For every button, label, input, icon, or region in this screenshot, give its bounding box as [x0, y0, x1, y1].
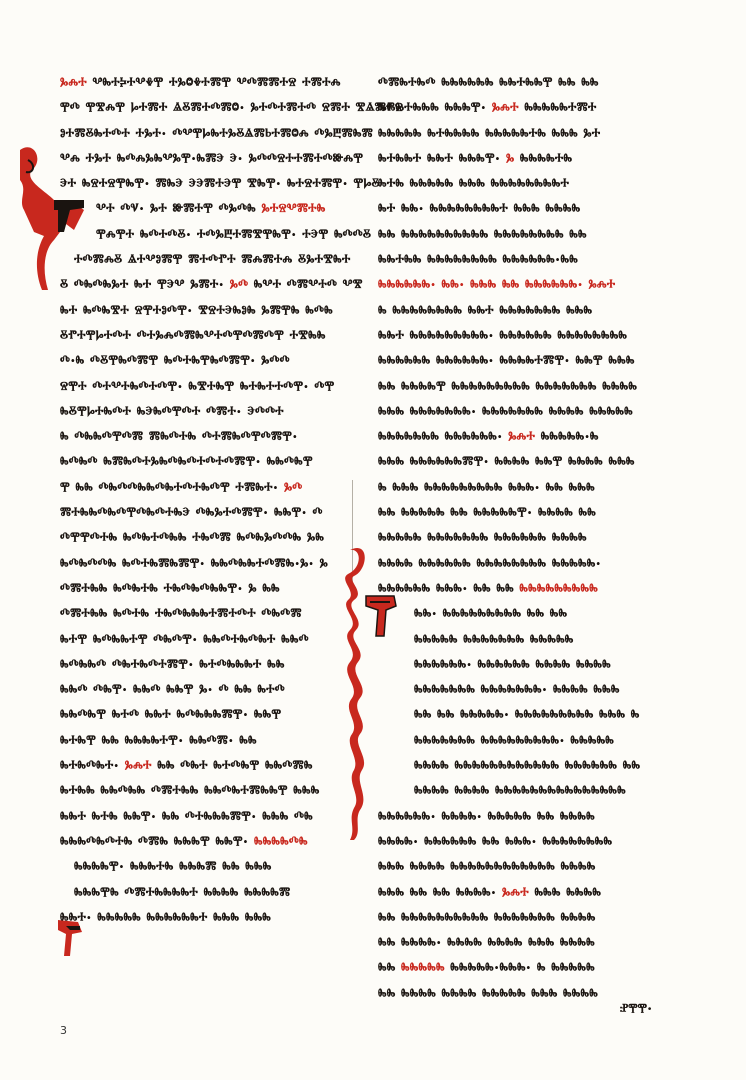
text-line: ⰸⰰⰸⰴⰸⰰ· ⰳⰾⰰ ⰸⰸ ⰴⰸⰰ ⰸⰰⰴⰸⰹ ⰸⰸⰴⰿⰸ — [60, 756, 313, 776]
text-line: ⰸⰸⰸⰹⰸ ⰴⰿⰰⰸⰸⰸⰸⰰ ⰸⰸⰸⰸ ⰸⰸⰸⰸⰿ — [74, 882, 291, 902]
rubric-text: ⰸⰸⰸⰸⰸ — [401, 958, 445, 978]
text-line: ⰸ ⰸⰸⰸ ⰸⰸⰸⰸⰸⰸⰸⰸⰸ ⰸⰸⰸ· ⰸⰸ ⰸⰸⰸ — [378, 477, 595, 497]
rubric-text: ⰳⰾⰰ — [501, 882, 529, 902]
text-line: ⰸⰰⰸⰸⰰ ⰸⰸⰰ ⰸⰸⰸⰹ· ⰳ ⰸⰸⰸⰸⰰⰸ — [378, 148, 573, 168]
text-line: ⰸⰸⰸⰸ ⰸⰸⰸⰸⰸⰸ ⰸⰸⰸⰸⰸⰸⰸⰸ ⰸⰸⰸⰸⰸ· — [378, 553, 602, 573]
text-line: ⰵⰰ ⰸⱄⰰⱄⰹⰸⰹ· ⰿⰸⰵ ⰵⰵⰿⰰⰵⰹ ⰺⰸⰹ· ⰸⰰⱄⰰⰿⰹ· ⰹⱈⰻ — [60, 174, 380, 194]
text-line: ⰸⰰ ⰸⰴⰸⰺⰰ ⱄⰹⰰⱁⰴⰹ· ⰺⱄⰰⰵⰸⱁⰸ ⰳⰿⰹⰸ ⰸⰴⰸ — [60, 300, 333, 320]
text-line: ⰸⰸ ⰸⰸⰸⰸ ⰸⰸⰸⰸ ⰸⰸⰸⰸⰸ ⰸⰸⰸ ⰸⰸⰸⰸ — [378, 983, 598, 1003]
text-line: ⰸⰸⰴ ⰴⰸⰹ· ⰸⰸⰴ ⰸⰸⰹ ⰳ· ⰴ ⰸⰸ ⰸⰰⰴ — [60, 680, 285, 700]
rubric-text: ⰳⰰⱄⰲⰿⰰⰸ — [261, 199, 326, 219]
page-number: 3 — [60, 1024, 67, 1037]
text-line: ⰸⰸⰴⰸⰹ ⰸⰰⰴ ⰸⰸⰰ ⰸⰴⰸⰸⰸⰿⰹ· ⰸⰸⰹ — [60, 705, 282, 725]
right-text-column — [378, 70, 658, 1006]
text-line: ⰸⰸⰸⰸⰸ ⰸⰸⰸⰸⰸⰸⰸ ⰸⰸⰸⰸⰸⰸ ⰸⰸⰸⰸ — [378, 528, 587, 548]
rubric-text: ⰸⰸⰸⰸⰴⰸ — [253, 831, 308, 851]
text-line: ⰸⰸⰸⰸⰸⰸ ⰸⰸⰸⰸⰸⰸ· ⰸⰸⰸⰸⰰⰿⰹ· ⰸⰸⰹ ⰸⰸⰸ — [378, 351, 635, 371]
text-line: ⰸⰸⰸⰸ ⰸⰸⰸⰸⰸⰸⰸⰸⰸⰸⰸⰸ ⰸⰸⰸⰸⰸⰸ ⰸⰸ — [414, 756, 641, 776]
text-line: ⰸⰸⰸⰸⰸⰸ· ⰸⰸⰸⰸ· ⰸⰸⰸⰸⰸ ⰸⰸ ⰸⰸⰸⰸ — [378, 806, 595, 826]
text-line: ⰴⰿⰸⰰⰸⰴ ⰸⰸⰸⰸⰸⰸ ⰸⰸⰰⰸⰸⰹ ⰸⰸ ⰸⰸ — [378, 73, 599, 92]
text-line: ⰸⰸ ⰸⰸⰸⰸⰸ ⰸⰸⰸⰸⰸ·ⰸⰸⰸ· ⰸ ⰸⰸⰸⰸⰸ — [378, 958, 595, 978]
rubric-text: ⰸⰸⰸⰸⰸⰸⰸⰸⰸ — [519, 578, 598, 598]
folio-mark: ⱀⰹⰹ· — [620, 1000, 653, 1018]
text-line: ⰸⰸⰸⰸ· ⰸⰸⰸⰸⰸⰸ ⰸⰸ ⰸⰸⰸ· ⰸⰸⰸⰸⰸⰸⰸⰸ — [378, 831, 613, 851]
text-line: ⰴⰹⰹⰴⰰⰸ ⰸⰴⰸⰰⰴⰸⰸ ⰰⰸⰴⰿ ⰸⰴⰸⰳⰴⰴⰸ ⰳⰸ — [60, 528, 325, 548]
text-line: ⱁⰰⰿⰻⰸⰰⰴⰰ ⰰⰳⰰ· ⰴⰲⰹⱈⰸⰰⰳⰻⱑⰿⱃⰰⰿⱉⰾ ⰴⰳⰱⰿⰸⰿ — [60, 123, 373, 143]
text-line: ⰹ ⰸⰸ ⰴⰸⰴⰴⰸⰸⰴⰸⰰⰴⰰⰸⰴⰹ ⰰⰿⰸⰰ· ⰳⰴ — [60, 477, 303, 497]
text-line: ⰸⰸⰸⰸⰹ· ⰸⰸⰸⰰⰸ ⰸⰸⰸⰿ ⰸⰸ ⰸⰸⰸ — [74, 857, 272, 877]
text-line: ⰸⰸ ⰸⰸⰸⰸ· ⰸⰸⰸⰸ ⰸⰸⰸⰸ ⰸⰸⰸ ⰸⰸⰸⰸ — [378, 933, 595, 953]
text-line: ⰳⰾⰰ ⰲⰸⰰⰽⰰⰲⰷⰹ ⰰⰳⱉⰷⰰⰿⰹ ⰲⰴⰿⰿⰰⱄ ⰰⰿⰰⰾ — [60, 73, 341, 92]
text-line: ⰸⰸⰰ· ⰸⰸⰸⰸⰸ ⰸⰸⰸⰸⰸⰸⰰ ⰸⰸⰸ ⰸⰸⰸ — [60, 907, 272, 927]
text-line: ⰸⰸ ⰸⰸⰸⰸⰸⰸⰸⰸⰸⰸ ⰸⰸⰸⰸⰸⰸⰸⰸ ⰸⰸ — [378, 224, 587, 244]
text-line: ⰸⰸⰰⰸⰸ ⰸⰸⰸⰸⰸⰸⰸⰸ ⰸⰸⰸⰸⰸⰸ·ⰸⰸ — [378, 250, 578, 270]
text-line: ⰸ ⰸⰸⰸⰸⰸⰸⰸⰸ ⰸⰸⰰ ⰸⰸⰸⰸⰸⰸⰸ ⰸⰸⰸ — [378, 300, 593, 320]
text-line: ⰸⰰⰸ ⰸⰸⰸⰸⰸ ⰸⰸⰸ ⰸⰸⰸⰸⰸⰸⰸⰸⰰ — [378, 174, 570, 194]
text-line: ⰻ ⰴⰸⰴⰸⰳⰰ ⰸⰰ ⰹⰵⰲ ⰳⰿⰰ· ⰳⰴ ⰸⰲⰰ ⰴⰿⰲⰰⰴ ⰲⰺ — [60, 275, 363, 295]
text-line: ⰸⰰⰹ ⰸⰴⰸⰸⰰⰹ ⰴⰸⰴⰹ· ⰸⰸⰴⰰⰸⰴⰸⰰ ⰸⰸⰴ — [60, 629, 309, 649]
text-line: ⰸⰸⰸ ⰸⰸⰸⰸ ⰸⰸⰸⰸⰸⰸⰸⰸⰸⰸⰸⰸ ⰸⰸⰸⰸ — [378, 857, 596, 877]
rubric-text: ⰳⰾⰰ — [124, 756, 152, 776]
text-line: ⱄⰹⰰ ⰴⰰⰲⰰⰸⰴⰰⰴⰹ· ⰸⰺⰰⰸⰹ ⰸⰰⰸⰰⰰⰴⰹ· ⰴⰹ — [60, 376, 335, 396]
text-line: ⰴⰿⰰⰸⰸ ⰸⰴⰸⰰⰸ ⰰⰸⰴⰸⰴⰸⰸⰹ· ⰳ ⰸⰸ — [60, 578, 280, 598]
text-line: ⰹⰴ ⰹⰺⰾⰹ ⱈⰰⰿⰰ ⱑⰻⰿⰰⰴⰿⱉ· ⰳⰰⰴⰰⰿⰰⰴ ⱄⰿⰰ ⰺⱑⰿⱂⱄ — [60, 98, 404, 118]
text-line: ⰸⰰⰸⰸ ⰸⰸⰴⰸⰸ ⰴⰿⰰⰸⰸ ⰸⰸⰴⰸⰰⰿⰸⰸⰹ ⰸⰸⰸ — [60, 781, 320, 801]
text-line: ⰸⰸⰸⰰⰸⰸⰸ ⰸⰸⰸⰹ· ⰳⰾⰰ ⰸⰸⰸⰸⰸⰰⰿⰰ — [378, 98, 597, 118]
text-line: ⰸⰸⰸⰸⰸⰸⰸ ⰸⰸⰸⰸⰸⰸ· ⰳⰾⰰ ⰸⰸⰸⰸⰸ·ⰸ — [378, 427, 599, 447]
text-line: ⰸⰸⰸⰴⰸⰴⰰⰸ ⰴⰿⰸ ⰸⰸⰸⰹ ⰸⰸⰹ· ⰸⰸⰸⰸⰴⰸ — [60, 831, 308, 851]
text-line: ⰸⰸⰸ ⰸⰸⰸⰸⰸⰸⰸ· ⰸⰸⰸⰸⰸⰸⰸ ⰸⰸⰸⰸ ⰸⰸⰸⰸⰸ — [378, 401, 633, 421]
text-line: ⰸⰴⰸⰴⰴⰸ ⰸⰴⰰⰸⰿⰸⰿⰹ· ⰸⰸⰴⰸⰸⰰⰴⰿⰸ·ⰳ· ⰳ — [60, 553, 328, 573]
text-line: ⰸⰴⰸⰴ ⰸⰿⰸⰴⰰⰳⰸⰴⰸⰴⰰⰴⰰⰴⰿⰹ· ⰸⰸⰴⰸⰹ — [60, 452, 313, 472]
text-line: ⰸⰸⰰ ⰸⰸⰸⰸⰸⰸⰸⰸⰸ· ⰸⰸⰸⰸⰸⰸ ⰸⰸⰸⰸⰸⰸⰸⰸ — [378, 325, 628, 345]
text-line: ⰴ·ⰸ ⰴⰻⰹⰸⰴⰿⰹ ⰸⰴⰰⰸⰹⰸⰴⰿⰹ· ⰳⰴⰴ — [60, 351, 290, 371]
text-line: ⰸⰰ ⰸⰸ· ⰸⰸⰸⰸⰸⰸⰸⰸⰰ ⰸⰸⰸ ⰸⰸⰸⰸ — [378, 199, 581, 219]
rubric-text: ⰳⰴ — [283, 477, 303, 497]
text-line: ⰿⰰⰸⰸⰴⰸⰴⰹⰴⰸⰴⰰⰸⰵ ⰴⰸⰳⰰⰴⰿⰹ· ⰸⰸⰹ· ⰴ — [60, 503, 323, 523]
text-line: ⰸⰸⰸ ⰸⰸⰸⰸⰸⰸⰿⰹ· ⰸⰸⰸⰸ ⰸⰸⰹ ⰸⰸⰸⰸ ⰸⰸⰸ — [378, 452, 635, 472]
text-line: ⰸⰸ· ⰸⰸⰸⰸⰸⰸⰸⰸⰸ ⰸⰸ ⰸⰸ — [414, 604, 568, 624]
text-line: ⰻⱂⰰⰹⱈⰰⰴⰰ ⰴⰰⰳⰾⰴⰿⰸⰲⰰⰴⰹⰴⰿⰴⰹ ⰰⰺⰸⰸ — [60, 325, 326, 345]
rubric-text: ⰳⰴ — [229, 275, 249, 295]
text-line: ⰸⰸⰸⰸⰸⰸ· ⰸⰸ· ⰸⰸⰸ ⰸⰸ ⰸⰸⰸⰸⰸⰸ· ⰳⰾⰰ — [378, 275, 616, 295]
text-line: ⰸⰸ ⰸⰸⰸⰸⰸ ⰸⰸ ⰸⰸⰸⰸⰸⰹ· ⰸⰸⰸⰸ ⰸⰸ — [378, 503, 596, 523]
text-line: ⰸⰸ ⰸⰸⰸⰸⰸⰸⰸⰸⰸⰸ ⰸⰸⰸⰸⰸⰸⰸ ⰸⰸⰸⰸ — [378, 907, 596, 927]
text-line: ⰸⰸⰸⰸⰸ ⰸⰰⰸⰸⰸⰸ ⰸⰸⰸⰸⰸⰰⰸ ⰸⰸⰸ ⰳⰰ — [378, 123, 601, 143]
text-line: ⰰⰴⰿⰾⰻ ⱑⰰⰲⱁⰿⰹ ⰿⰰⰴⱂⰰ ⰿⰾⰿⰰⰾ ⰻⰳⰰⰺⰸⰰ — [74, 250, 351, 270]
text-line: ⰲⰾ ⰰⰳⰰ ⰸⰴⰾⰳⰸⰲⰳⰹ·ⰸⰿⰵ ⰵ· ⰳⰴⰴⱄⰰⰰⰿⰰⰴⱆⰾⰹ — [60, 148, 364, 168]
text-line: ⰸⰸⰸⰸⰸⰸ· ⰸⰸⰸⰸⰸⰸ ⰸⰸⰸⰸ ⰸⰸⰸⰸ — [414, 654, 611, 674]
text-line: ⰸⰸⰰ ⰸⰰⰸ ⰸⰸⰹ· ⰸⰸ ⰴⰰⰸⰸⰸⰿⰹ· ⰸⰸⰸ ⰴⰸ — [60, 806, 313, 826]
text-line: ⰸⰸⰸⰸⰸⰸⰸ ⰸⰸⰸⰸⰸⰸⰸⰸⰸ· ⰸⰸⰸⰸⰸ — [414, 730, 615, 750]
text-line: ⰸⰸⰸⰸⰸⰸⰸ ⰸⰸⰸⰸⰸⰸⰸ· ⰸⰸⰸⰸ ⰸⰸⰸ — [414, 680, 620, 700]
text-line: ⰸⰸ ⰸⰸ ⰸⰸⰸⰸⰸ· ⰸⰸⰸⰸⰸⰸⰸⰸⰸ ⰸⰸⰸ ⰸ — [414, 705, 640, 725]
text-line: ⰸⰸⰸⰸ ⰸⰸⰸⰸ ⰸⰸⰸⰸⰸⰸⰸⰸⰸⰸⰸⰸⰸⰸⰸ — [414, 781, 626, 801]
text-line: ⰹⰾⰹⰰ ⰸⰴⰰⰴⰻ· ⰰⰴⰳⰱⰰⰿⰺⰹⰸⰹ· ⰰⰵⰹ ⰸⰴⰴⰻ — [96, 224, 372, 244]
text-line: ⰸⰰⰸⰹ ⰸⰸ ⰸⰸⰸⰸⰰⰹ· ⰸⰸⰴⰿ· ⰸⰸ — [60, 730, 257, 750]
text-line: ⰸⰸⰸⰸⰸⰸ ⰸⰸⰸ· ⰸⰸ ⰸⰸ ⰸⰸⰸⰸⰸⰸⰸⰸⰸ — [378, 578, 598, 598]
text-line: ⰸⰸ ⰸⰸⰸⰸⰹ ⰸⰸⰸⰸⰸⰸⰸⰸⰸ ⰸⰸⰸⰸⰸⰸⰸ ⰸⰸⰸⰸ — [378, 376, 638, 396]
left-text-column — [60, 70, 404, 930]
text-line: ⰸⰻⰹⱈⰰⰸⰴⰰ ⰸⰵⰸⰴⰹⰴⰰ ⰴⰿⰰ· ⰵⰴⰴⰰ — [60, 401, 284, 421]
rubric-text: ⰳⰾⰰ — [491, 98, 519, 118]
text-line: ⰲⰰ ⰴⱌ· ⰳⰰ ⱆⰿⰰⰹ ⰴⰳⰴⰸ ⰳⰰⱄⰲⰿⰰⰸ — [96, 199, 326, 219]
text-line: ⰸⰸⰸⰸⰸ ⰸⰸⰸⰸⰸⰸⰸ ⰸⰸⰸⰸⰸ — [414, 629, 574, 649]
text-line: ⰸⰴⰸⰸⰴ ⰴⰸⰰⰸⰴⰰⰿⰹ· ⰸⰰⰴⰸⰸⰸⰰ ⰸⰸ — [60, 654, 285, 674]
rubric-text: ⰳⰾⰰ — [508, 427, 536, 447]
rubric-text: ⰳ — [505, 148, 515, 168]
rubric-text: ⰳⰾⰰ — [60, 73, 87, 92]
text-line: ⰸⰸⰸ ⰸⰸ ⰸⰸ ⰸⰸⰸⰸ· ⰳⰾⰰ ⰸⰸⰸ ⰸⰸⰸⰸ — [378, 882, 602, 902]
text-line: ⰸ ⰴⰸⰸⰴⰹⰴⰿ ⰿⰸⰴⰰⰸ ⰴⰰⰿⰸⰴⰹⰴⰿⰹ· — [60, 427, 298, 447]
text-line: ⰴⰿⰰⰸⰸ ⰸⰴⰰⰸ ⰰⰸⰴⰸⰸⰸⰰⰿⰰⰴⰰ ⰴⰸⰴⰿ — [60, 604, 302, 624]
